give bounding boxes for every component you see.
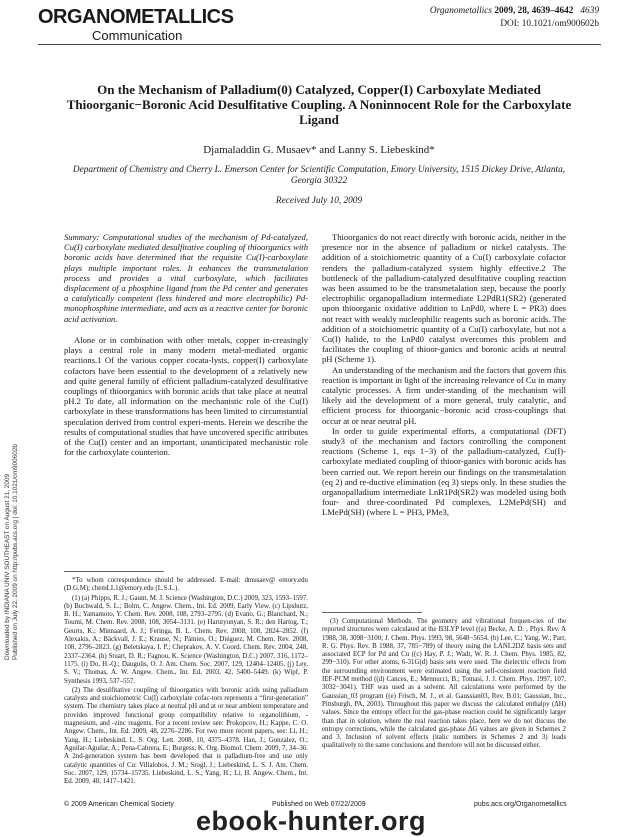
left-footnotes (64, 577, 308, 787)
received-date: Received July 10, 2009 (275, 196, 363, 206)
footnote: *To whom correspondence should be addressed. E-mail: dmusaev@ emory.edu (D.G.M); chemLL1@emory.edu (L.S.L.). (64, 577, 308, 593)
watermark: ebook-hunter.org (196, 806, 426, 836)
journal-section-label: Communication (92, 28, 183, 43)
summary (64, 232, 308, 324)
left-column-body (64, 335, 308, 457)
right-column-body (322, 232, 566, 518)
body-paragraph: Thioorganics do not react directly with boronic acids, neither in the presence nor in the absence of palladium or nickel catalysts. The addition of a stoichiometric quantity of a Cu(I) carboxylate cofactor renders the palladium-catalyzed system highly effective.2 The bottleneck of the palladium-catalyzed desulfitative coupling reaction was been assumed to be the transmetalation step, because the poorly electrophilic organopalladium intermediate L2PdR1(SR2) (generated upon thioorganic oxidative addition to LnPd0, where L = PR3) does not react with weakly nucleophilic reagents such as boronic acids. The addition of a stoichiometric quantity of a Cu(I) carboxylate, but not a Cu(I) halide, to the LnPd0 catalyst overcomes this problem and facilitates the coupling of thioor-ganics and boronic acids at neutral pH (Scheme 1). (322, 232, 566, 365)
footnote-separator (322, 612, 422, 613)
journal-name: Organometallics (429, 6, 493, 16)
journal-site-link[interactable]: pubs.acs.org/Organometallics (474, 801, 567, 808)
summary-text: Summary: Computational studies of the mechanism of Pd-catalyzed, Cu(I) carboxylate mediated desulfitative coupling of thioorganics with boronic acids have determined that the requisite Cu(I)-carboxylate plays multiple important roles. It enhances the transmetalation process and provides a vital carboxylate, which facilitates displacement of a phosphine ligand from the Pd center and generates a catalytically competent (less hindered and more electrophilic) Pd-monophosphine intermediate, and acts as a reactive center for boronic acid activation. (64, 232, 308, 324)
article-affiliation: Department of Chemistry and Cherry L. Emerson Center for Scientific Computation, Emory University, 1515 Dickey Drive, Atlanta, Georgia 30322 (72, 165, 566, 186)
right-footnotes (322, 618, 566, 752)
sidebar-download-line: Downloaded by INDIANA UNIV SOUTHEAST on August 21, 2009 (4, 473, 11, 660)
page-number: 4639 (580, 6, 599, 16)
footnote-separator (64, 571, 164, 572)
footnote: (2) The desulfitative coupling of thioorganics with boronic acids using palladium catalysts and stoichiometric Cu(I) carboxylate cofac-tors represents a “first-generation” system. The chemistry takes place at neutral pH and at or near ambient temperature and provides improved functional group compatibility relative to organolithium, -magnesium, and -zinc reagents. For a recent review see: Prokopcov, H.; Kappe, C. O. Angew. Chem., Int. Ed. 2009, 48, 2276–2286. For two more recent papers, see: Li, H.; Yang, H.; Liebeskind, L. S. Org. Lett. 2008, 10, 4375–4378. Han, J.; Gonzalez, O.; Aguilar-Aguilar, A.; Pena-Cabrera, E.; Burgess, K. Org. Biomol. Chem. 2009, 7, 34–36. A 2nd-generation system has been developed that is palladium-free and use only catalytic quantities of Cu: Villalobos, J. M.; Srogl, J.; Liebeskind, L. S. J. Am. Chem. Soc. 2007, 129, 15734–15735. Liebeskind, L. S.; Yang, H.; Li, H. Angew. Chem., Int. Ed. 2009, 48, 1417–1421. (64, 686, 308, 786)
header-rule (38, 44, 601, 45)
download-sidebar (4, 340, 18, 660)
body-paragraph: In order to guide experimental efforts, a computational (DFT) study3 of the mechanism and factors controlling the component reactions (Scheme 1, eqs 1−3) of the palladium-catalyzed, Cu(I)-carboxylate mediated coupling of thioor-ganics with boronic acids has been carried out. We report herein our findings on the transmetalation (eq 2) and re-ductive elimination (eq 3) steps only. In these studies the organopalladium intermediate LnR1Pd(SR2) was modeled using both four- and three-coordinated Pd complexes, L2MePd(SH) and LMePd(SH) (where L = PH3, PMe3, (322, 425, 566, 518)
article-authors: Djamaladdin G. Musaev* and Lanny S. Liebeskind* (203, 144, 435, 156)
sidebar-published-line: Published on July 22, 2009 on http://pubs.acs.org | doi: 10.1021/om900602b (12, 444, 19, 660)
body-paragraph: An understanding of the mechanism and the factors that govern this reaction is important in light of the increasing relevance of Cu in many catalytic processes. A firm under-standing of the mechanism will likely aid the development of a more general, truly catalytic, and efficient process for thioorganic−boronic acid cross-couplings that occur at or near neutral pH. (322, 364, 566, 426)
journal-cite: 2009, 28, 4639–4642 (492, 6, 574, 16)
footnote: (1) (a) Phipps, R. J.; Gaunt, M. J. Science (Washington, D.C.) 2009, 323, 1593–1597. (b) Buchwald, S. L.; Bolm, C. Angew. Chem., Int. Ed. 2009, Early View. (c) Lipshutz, B. H.; Yamamoto, Y. Chem. Rev. 2008, 108, 2793–2795. (d) Evano, G.; Blanchard, N.; Toumi, M. Chem. Rev. 2008, 108, 3054–3131. (e) Harutyunyan, S. R.; den Hartog, T.; Geurts, K.; Minnaard, A. J.; Feringa, B. L. Chem. Rev. 2008, 108, 2824–2852. (f) Alexakis, A.; Bäckvall, J. E.; Krause, N.; Pàmies, O.; Diéguez, M. Chem. Rev. 2008, 108, 2796–2823. (g) Beletskaya, I. P.; Cheprakov, A. V. Coord. Chem. Rev. 2004, 248, 2337–2364. (h) Stuart, D. R.; Fagnou, K. Science (Washington, D.C.) 2007, 316, 1172–1175. (i) Do, H.-Q.; Daugulis, O. J. Am. Chem. Soc. 2007, 129, 12404–12405. (j) Ley, S. V.; Thomas, A. W. Angew. Chem., Int. Ed. 2003, 42, 5400–5449. (k) Wipf, P. Synthesis 1993, 537–557. (64, 594, 308, 685)
copyright: © 2009 American Chemical Society (64, 801, 174, 808)
footnote: (3) Computational Methods. The geometry and vibrational frequen-cies of the reported structures were calculated at the B3LYP level ((a) Becke, A. D. , Phys. Rev. A 1988, 38, 3098−3100; J. Chem. Phys. 1993, 98, 5648−5654. (b) Lee, C.; Yang, W.; Parr, R. G. Phys. Rev. B 1988, 37, 785−789) of theory using the LANL2DZ basis sets and associated ECP for Pd and Cu ((c) Hay, P. J.; Wadt, W. R. J. Chem. Phys. 1985, 82, 299−310). For other atoms, 6-31G(d) basis sets were used. The dielectric effects from the surrounding environment were estimated using the self-consistent reaction field IEF-PCM method ((d) Cances, E.; Mennucci, B.; Tomasi, J. J. Chem. Phys. 1997, 107, 3032−3041). THF was used as a solvent. All calculations were performed by the Gaussian_03 program ((e) Frisch, M. J., et al. Gaussian03, Rev. B.01; Gaussian, Inc., Pittsburgh, PA, 2003). Throughout this paper we discuss the calculated enthalpy (ΔH) values. Since the entropy effect for the gas-phase reaction could be significantly larger than that in solution, where the real reaction takes place, here we do not discuss the entropy corrections, while the calculated gas-phase ΔG values are given in Schemes 2 and 3. Inclusion of solvent effects (italic numbers in Schemes 2 and 3) leads qualitatively to the same conclusions and therefore will not be discussed either. (322, 618, 566, 750)
doi[interactable]: DOI: 10.1021/om900602b (500, 19, 599, 29)
journal-logo: ORGANOMETALLICS (38, 6, 234, 28)
journal-citation (414, 6, 599, 16)
article-title: On the Mechanism of Palladium(0) Catalyzed, Copper(I) Carboxylate Mediated Thioorganic−Boronic Acid Desulfitative Coupling. A Noninnocent Role for the Carboxylate Ligand (66, 82, 572, 127)
published-date: Published on Web 07/22/2009 (272, 801, 366, 808)
body-paragraph: Alone or in combination with other metals, copper in-creasingly plays a central role in many modern metal-mediated organic reactions.1 Of the various copper cocata-lysts, copper(I) carboxylate cofactors have been essential to the development of a relatively new and quite general family of efficient palladium-catalyzed desulfitative couplings of thioorganics with boronic acids that take place at neutral pH.2 To date, all information on the mechanistic role of the Cu(I) carboxylate in these transformations has been limited to circumstantial speculation derived from control experi-ments. Herein we describe the results of computational studies that have uncovered specific attributes of the Cu(I) center and an important, unanticipated mechanistic role for the carboxylate counterion. (64, 335, 308, 458)
